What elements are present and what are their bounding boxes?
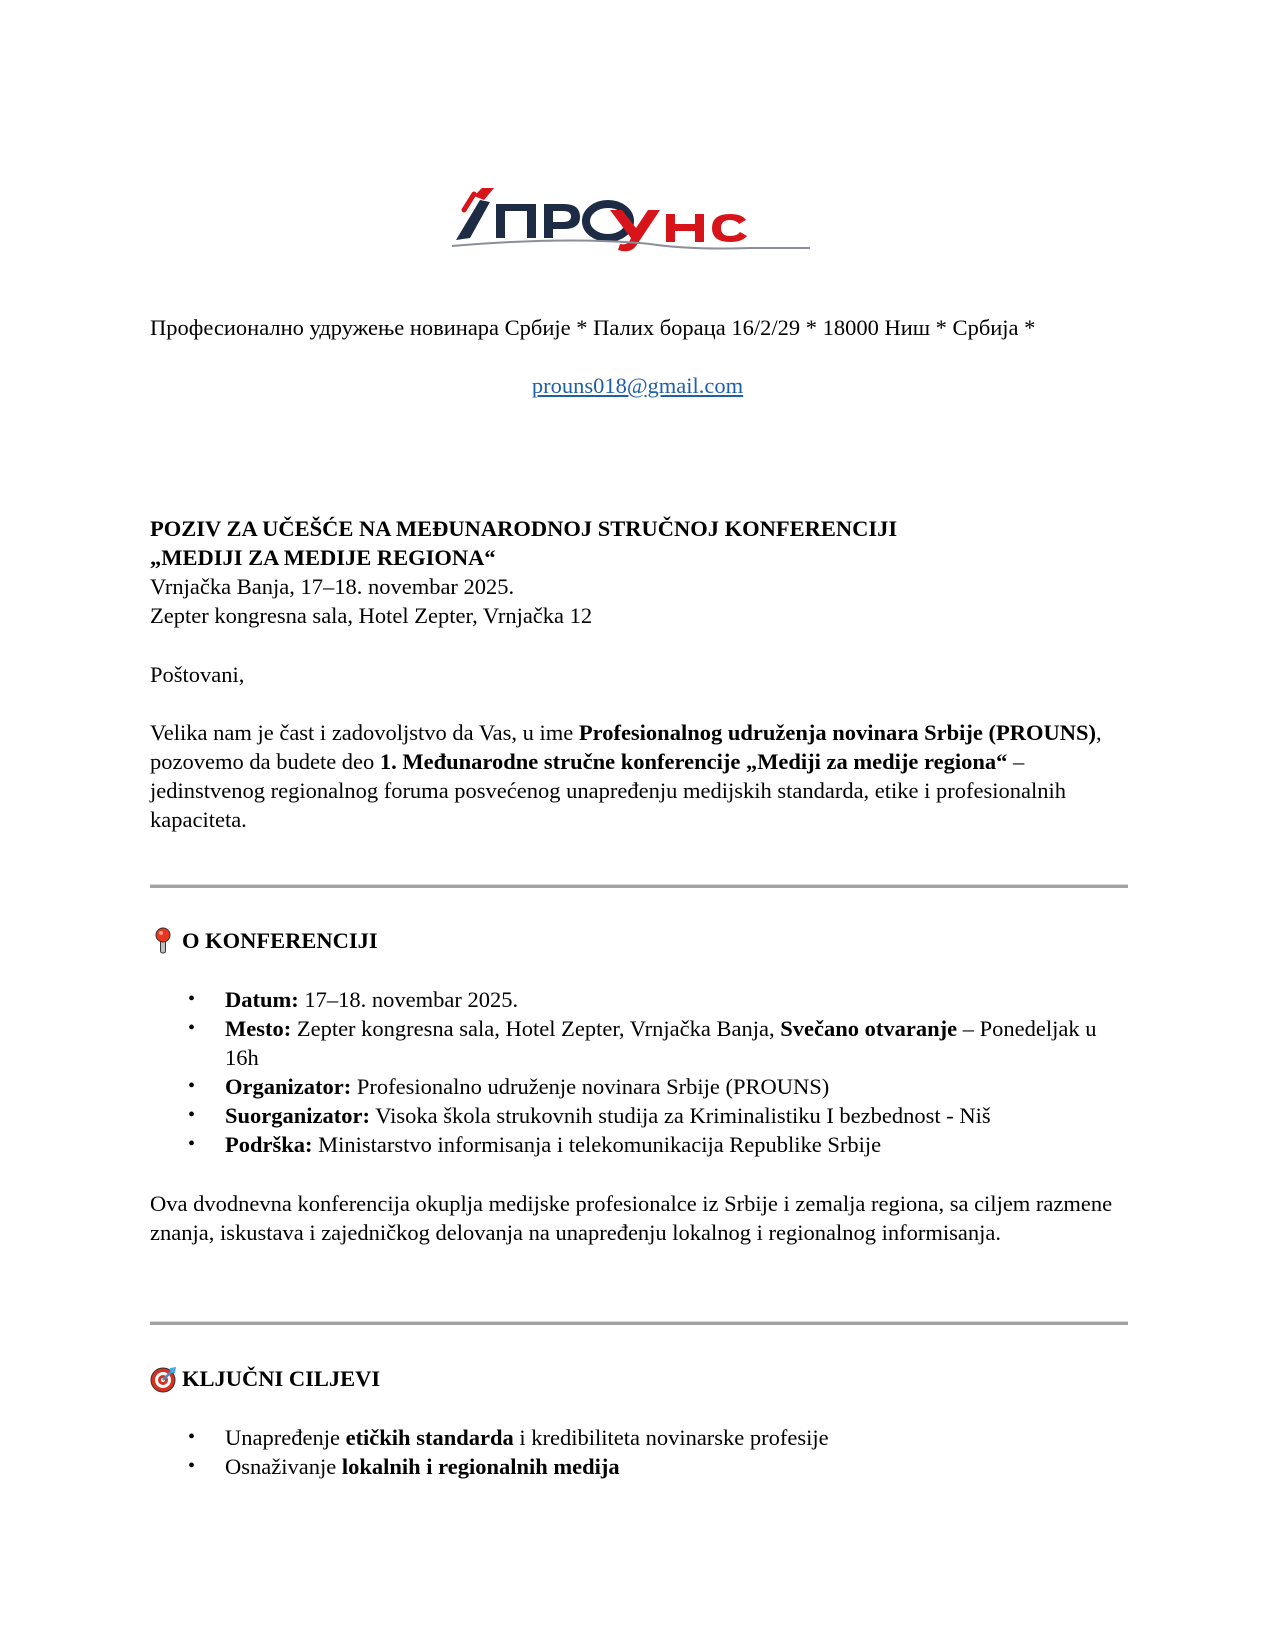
- about-summary: Ova dvodnevna konferencija okuplja medijske profesionalce iz Srbije i zemalja regiona, sa ciljem razmene znanja, iskustava i zajedničkog delovanja na unapređenju lokalnog i regionalnog informisanja.: [150, 1191, 1113, 1245]
- list-item: [150, 1014, 1130, 1072]
- prouns-logo-graphic: [450, 188, 830, 258]
- intro-org-name: Profesionalnog udruženja novinara Srbije (PROUNS): [578, 720, 1096, 745]
- item-label: Datum:: [225, 987, 299, 1012]
- section-heading-goals-text: KLJUČNI CILJEVI: [182, 1366, 381, 1391]
- venue: Zepter kongresna sala, Hotel Zepter, Vrnjačka 12: [150, 603, 593, 628]
- email-link[interactable]: prouns018@gmail.com: [531, 373, 744, 398]
- section-heading-about-text: O KONFERENCIJI: [182, 928, 378, 953]
- list-item: [150, 1072, 1130, 1101]
- divider: [150, 884, 1128, 888]
- item-text: Osnaživanje: [225, 1454, 342, 1479]
- list-item: [150, 1423, 1130, 1452]
- goals-list: [150, 1423, 1130, 1481]
- item-text: Zepter kongresna sala, Hotel Zepter, Vrnjačka Banja,: [291, 1016, 781, 1041]
- item-label: Podrška:: [225, 1132, 313, 1157]
- intro-text-1: Velika nam je čast i zadovoljstvo da Vas, u ime: [150, 720, 579, 745]
- address-line: Професионално удружење новинара Србије * Палих бораца 16/2/29 * 18000 Ниш * Србија *: [150, 315, 1036, 340]
- item-text: – Ponedeljak u 16h: [225, 1016, 1097, 1070]
- email-line: [0, 371, 1275, 400]
- item-label: Suorganizator:: [225, 1103, 370, 1128]
- list-item: [150, 1101, 1130, 1130]
- list-item: [150, 985, 1130, 1014]
- divider: [150, 1321, 1128, 1325]
- invitation-header: [150, 514, 1130, 630]
- list-item: [150, 1452, 1130, 1481]
- intro-text-2: , pozovemo da budete deo: [150, 720, 1102, 774]
- item-text: Ministarstvo informisanja i telekomunikacija Republike Srbije: [312, 1132, 882, 1157]
- item-bold: Svečano otvaranje: [780, 1016, 958, 1041]
- intro-text-3: – jedinstvenog regionalnog foruma posvećenog unapređenju medijskih standarda, etike i profesionalnih kapaciteta.: [150, 749, 1066, 832]
- invitation-title-line1: POZIV ZA UČEŠĆE NA MEĐUNARODNOJ STRUČNOJ KONFERENCIJI: [150, 516, 898, 541]
- direct-hit-target-icon: [150, 1365, 176, 1393]
- intro-conference-name: 1. Međunarodne stručne konferencije „Mediji za medije regiona“: [379, 749, 1008, 774]
- section-heading-goals: [150, 1364, 380, 1393]
- invitation-title-line2: „MEDIJI ZA MEDIJE REGIONA“: [150, 545, 496, 570]
- section-heading-about: [150, 926, 378, 955]
- prouns-logo: [450, 188, 830, 258]
- round-pushpin-icon: [150, 927, 176, 955]
- item-text: Unapređenje: [225, 1425, 346, 1450]
- greeting: Poštovani,: [150, 662, 245, 687]
- item-label: Organizator:: [225, 1074, 352, 1099]
- item-text: Visoka škola strukovnih studija za Kriminalistiku I bezbednost - Niš: [370, 1103, 991, 1128]
- item-label: Mesto:: [225, 1016, 292, 1041]
- item-bold: lokalnih i regionalnih medija: [341, 1454, 620, 1479]
- intro-paragraph: [150, 718, 1130, 834]
- list-item: [150, 1130, 1130, 1159]
- place-date: Vrnjačka Banja, 17–18. novembar 2025.: [150, 574, 515, 599]
- about-list: [150, 985, 1130, 1159]
- item-bold: etičkih standarda: [345, 1425, 514, 1450]
- item-text: Profesionalno udruženje novinara Srbije (PROUNS): [351, 1074, 830, 1099]
- item-text: 17–18. novembar 2025.: [298, 987, 519, 1012]
- item-text: i kredibiliteta novinarske profesije: [513, 1425, 829, 1450]
